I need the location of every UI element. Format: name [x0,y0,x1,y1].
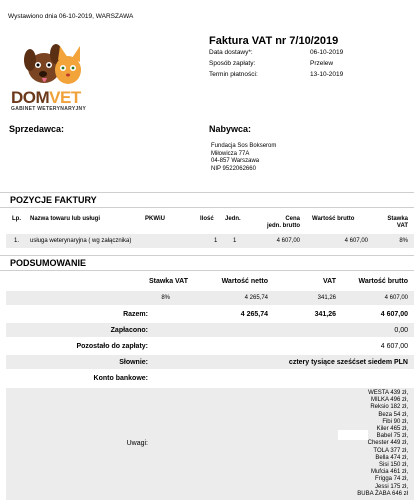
logo-dom-text: DOM [11,88,50,107]
col-header-unit: Jedn. [225,216,241,222]
remaining-value: 4 607,00 [380,343,408,350]
note-line: BUBA ŻABA 646 zł [357,490,408,497]
total-label: Razem: [123,311,148,318]
highlight-box [338,430,368,440]
summary-vat: 341,26 [317,295,336,301]
buyer-line: NIP 9522062660 [211,165,256,172]
positions-section-header [0,192,414,208]
note-line: Mufcia 461 zł, [370,469,408,476]
dog-cat-logo-icon [8,38,98,93]
note-line: Chester 449 zł, [367,440,408,447]
field-label-delivery-date: Data dostawy*: [209,49,253,56]
summary-section-header [0,255,414,271]
summary-rate-row [6,291,414,305]
summary-gross: 4 607,00 [384,295,408,301]
buyer-line: Fundacja Sos Bokserom [211,143,277,149]
row-vat: 8% [399,238,408,244]
remaining-row [6,339,414,353]
invoice-title: Faktura VAT nr 7/10/2019 [209,35,339,47]
notes-row [6,388,414,500]
summary-col-rate: Stawka VAT [148,278,188,285]
summary-col-vat: VAT [323,278,336,285]
field-value-payment-deadline: 13-10-2019 [310,71,344,78]
col-header-qty: Ilość [200,216,214,222]
total-gross: 4 607,00 [380,311,408,318]
note-line: Reksio 182 zł, [370,404,408,411]
summary-total-row [6,307,414,321]
row-unit: 1 [233,238,237,244]
col-header-price: Cena jedn. brutto [267,216,300,229]
buyer-address [211,143,276,173]
field-value-delivery-date: 06-10-2019 [310,49,344,56]
logo-subtitle: GABINET WETERYNARYJNY [11,106,87,112]
paid-label: Zapłacono: [110,327,148,334]
col-header-vat: Stawka VAT [387,216,408,229]
col-header-lp: Lp. [12,216,21,222]
bank-account-row [6,371,414,385]
total-vat: 341,26 [314,311,336,318]
row-price: 4 607,00 [276,238,300,244]
notes-list [256,390,408,498]
col-header-name: Nazwa towaru lub usługi [30,216,101,222]
row-lp: 1. [14,238,20,244]
note-line: Beza 54 zł, [378,411,408,418]
summary-col-gross: Wartość brutto [358,278,408,285]
summary-rate: 8% [161,295,170,301]
note-line: Jessi 175 zł, [374,483,408,490]
logo-vet-text: VET [49,88,81,107]
summary-col-net: Wartość netto [221,278,268,285]
issue-date-text: Wystawiono dnia 06-10-2019, WARSZAWA [8,13,134,20]
field-label-payment-method: Sposób zapłaty: [209,60,256,67]
summary-net: 4 265,74 [244,295,268,301]
buyer-label: Nabywca: [209,124,252,134]
total-net: 4 265,74 [240,311,268,318]
col-header-pkwiu: PKWiU [145,216,165,222]
field-label-payment-deadline: Termin płatności: [209,71,258,78]
note-line: MILKA 496 zł, [370,397,408,404]
remaining-label: Pozostało do zapłaty: [76,343,148,350]
seller-label: Sprzedawca: [9,124,65,134]
col-header-value: Wartość brutto [312,216,355,222]
positions-table-header [0,212,414,234]
note-line: WESTA 439 zł, [368,390,408,396]
words-label: Słownie: [119,359,148,366]
paid-row [6,323,414,337]
row-value: 4 607,00 [344,238,368,244]
summary-heading: PODSUMOWANIE [10,258,87,268]
words-value: cztery tysiące sześćset siedem PLN [288,359,408,366]
words-row [6,355,414,369]
buyer-line: Miłowicza 77A [211,150,250,157]
bank-account-label: Konto bankowe: [93,375,148,382]
note-line: Fibi 90 zł, [382,418,408,425]
row-qty: 1 [214,238,218,244]
note-line: Bella 474 zł, [375,454,408,461]
summary-table-header [6,275,414,289]
row-name: usługa weterynaryjna ( wg załącznika) [30,238,132,244]
note-line: Frigga 74 zł, [374,476,408,483]
note-line: Babel 75 zł, [376,433,408,440]
positions-heading: POZYCJE FAKTURY [10,195,97,205]
paid-value: 0,00 [394,327,408,334]
note-line: TOLA 377 zł, [373,447,408,454]
note-line: Kiler 465 zł, [376,426,408,433]
notes-label: Uwagi: [126,440,148,447]
field-value-payment-method: Przelew [310,60,334,67]
company-logo [8,38,98,113]
buyer-line: 04-857 Warszawa [211,158,260,164]
table-row [6,234,414,248]
note-line: Sisi 150 zł, [378,462,408,469]
